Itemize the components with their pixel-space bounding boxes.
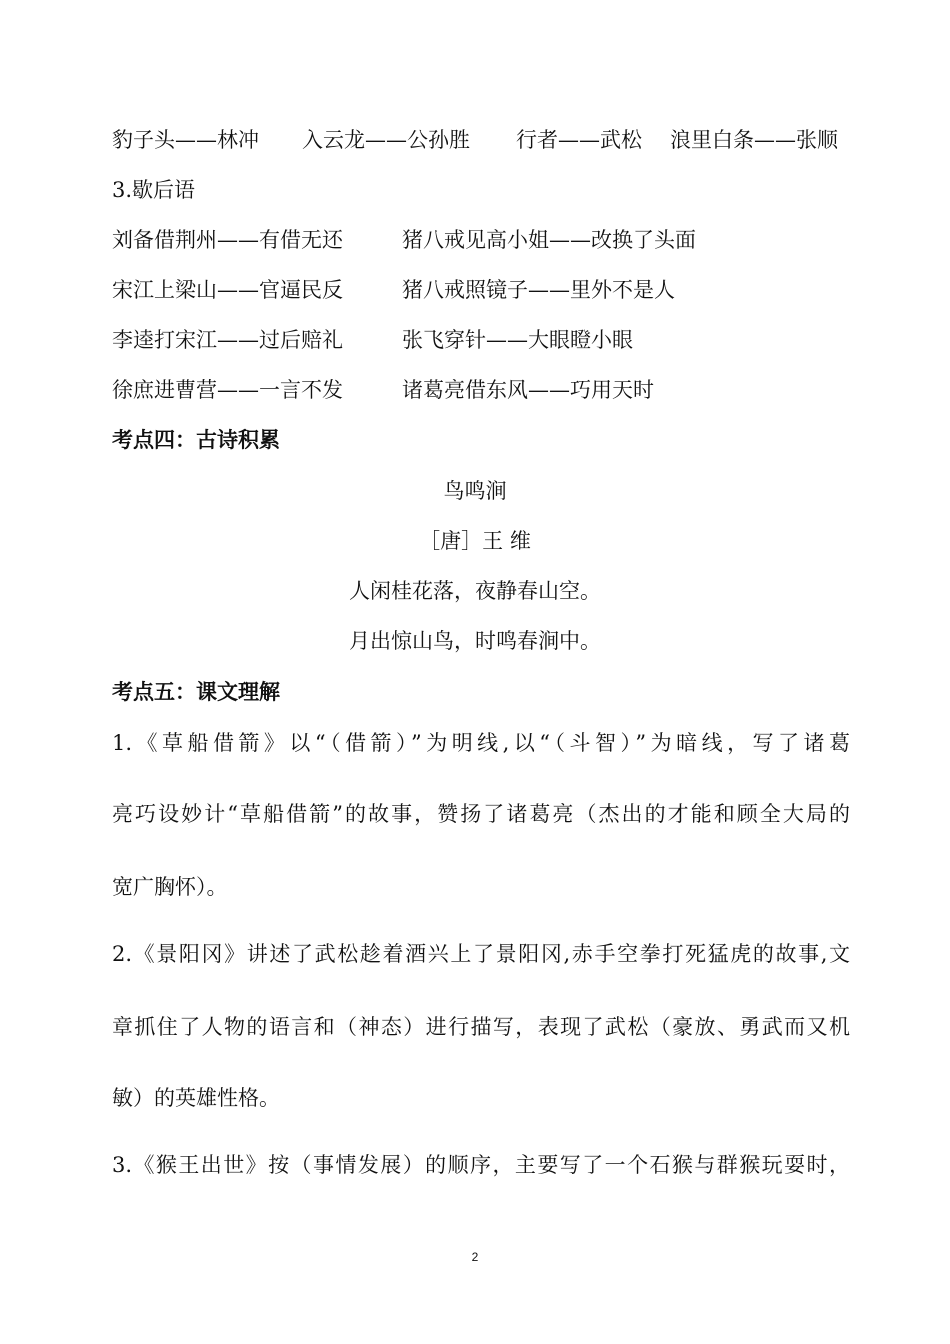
paragraph-line: 3.《猴王出世》按（事情发展）的顺序，主要写了一个石猴与群猴玩耍时， — [112, 1153, 850, 1177]
poem-author: ［唐］王 维 — [419, 529, 531, 553]
xiehouyu-heading: 3.歇后语 — [112, 178, 196, 202]
poem-line: 人闲桂花落，夜静春山空。 — [349, 579, 601, 603]
xiehouyu-right: 猪八戒见高小姐——改换了头面 — [402, 228, 696, 252]
nickname-item: 行者——武松 — [516, 128, 642, 152]
poem-title: 鸟鸣涧 — [443, 479, 507, 503]
xiehouyu-left: 宋江上梁山——官逼民反 — [112, 278, 343, 302]
paragraph-line: 1.《草船借箭》以“（借箭）”为明线,以“（斗智）”为暗线，写了诸葛 — [112, 731, 850, 755]
section4-heading: 考点四：古诗积累 — [112, 428, 280, 452]
page-number: 2 — [471, 1250, 479, 1264]
xiehouyu-right: 猪八戒照镜子——里外不是人 — [402, 278, 675, 302]
nickname-item: 入云龙——公孙胜 — [302, 128, 470, 152]
paragraph-line: 亮巧设妙计“草船借箭”的故事，赞扬了诸葛亮（杰出的才能和顾全大局的 — [112, 802, 850, 826]
paragraph-line: 敏）的英雄性格。 — [112, 1086, 280, 1110]
xiehouyu-left: 刘备借荆州——有借无还 — [112, 228, 343, 252]
xiehouyu-right: 诸葛亮借东风——巧用天时 — [402, 378, 654, 402]
xiehouyu-right: 张飞穿针——大眼瞪小眼 — [402, 328, 633, 352]
poem-line: 月出惊山鸟，时鸣春涧中。 — [349, 629, 601, 653]
paragraph-line: 宽广胸怀）。 — [112, 875, 228, 899]
xiehouyu-left: 徐庶进曹营——一言不发 — [112, 378, 343, 402]
nickname-item: 浪里白条——张顺 — [670, 128, 838, 152]
section5-heading: 考点五：课文理解 — [112, 680, 280, 704]
xiehouyu-left: 李逵打宋江——过后赔礼 — [112, 328, 343, 352]
paragraph-line: 2.《景阳冈》讲述了武松趁着酒兴上了景阳冈,赤手空拳打死猛虎的故事,文 — [112, 942, 850, 966]
nickname-item: 豹子头——林冲 — [112, 128, 259, 152]
paragraph-line: 章抓住了人物的语言和（神态）进行描写，表现了武松（豪放、勇武而又机 — [112, 1015, 850, 1039]
